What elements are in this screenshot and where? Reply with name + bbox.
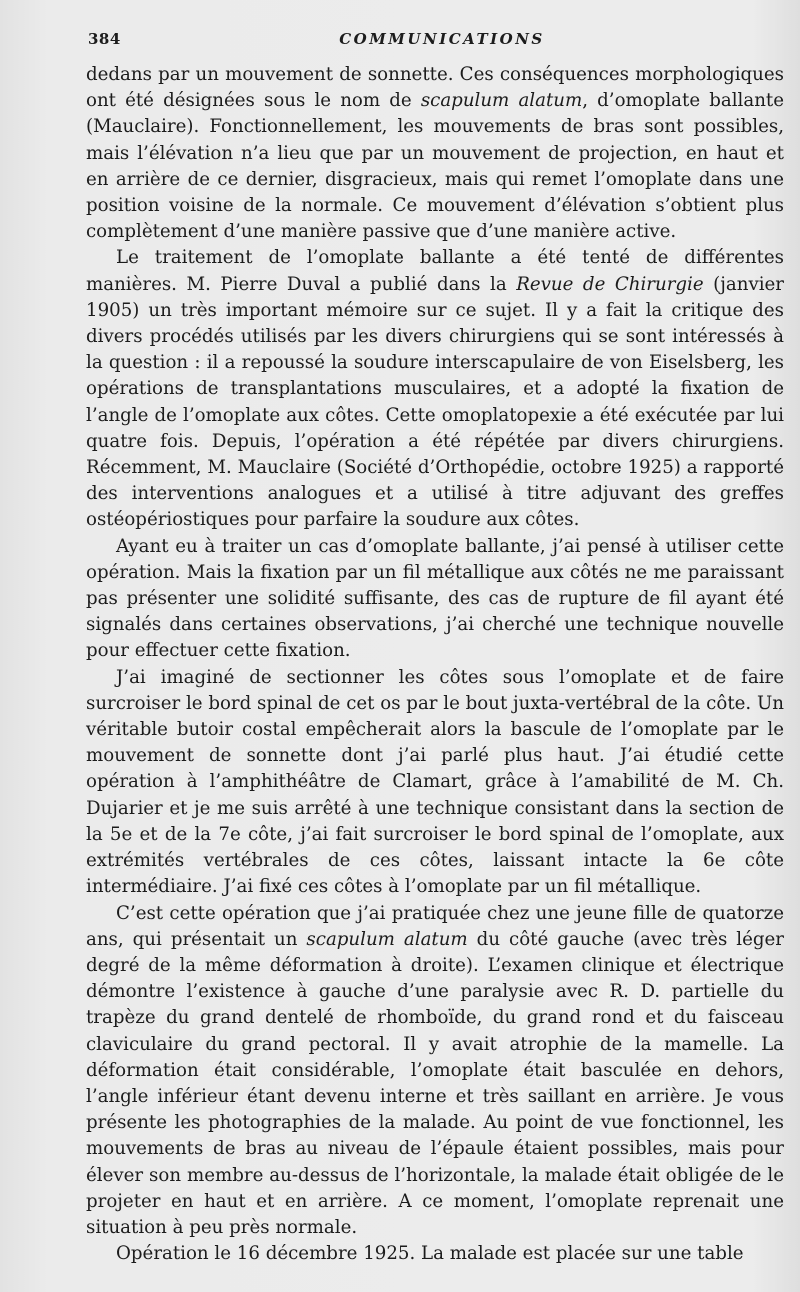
text-run: du côté gauche (avec très léger degré de la même déformation à droite). L’examen clinique et électrique démontre l’existence à gauche d’une paralysie avec R. D. partielle du trapèze du grand dentelé de rhomboïde, du grand rond et du faisceau claviculaire du grand pectoral. Il y avait atrophie de la mamelle. La déformation était considérable, l’omoplate était basculée en dehors, l’angle inférieur étant devenu interne et très saillant en arrière. Je vous présente les photographies de la malade. Au point de vue fonctionnel, les mouvements de bras au niveau de l’épaule étaient possibles, mais pour élever son membre au-dessus de l’horizontale, la malade était obligée de le projeter en haut et en arrière. A ce moment, l’omoplate reprenait une situation à peu près normale. xyxy=(86,928,784,1238)
page-header xyxy=(88,30,776,52)
text-run: , d’omoplate ballante (Mauclaire). Fonctionnellement, les mouvements de bras sont possibles, mais l’élévation n’a lieu que par un mouvement de projection, en haut et en arrière de ce dernier, disgracieux, mais qui remet l’omoplate dans une position voisine de la normale. Ce mouvement d’élévation s’obtient plus complètement d’une manière passive que d’une manière active. xyxy=(86,90,784,243)
page-number: 384 xyxy=(88,30,121,48)
text-run: J’ai imaginé de sectionner les côtes sous l’omoplate et de faire surcroiser le bord spinal de cet os par le bout juxta-vertébral de la côte. Un véritable butoir costal empêcherait alors la bascule de l’omoplate par le mouvement de sonnette dont j’ai parlé plus haut. J’ai étudié cette opération à l’amphithéâtre de Clamart, grâce à l’amabilité de M. Ch. Dujarier et je me suis arrêté à une technique consistant dans la section de la 5e et de la 7e côte, j’ai fait surcroiser le bord spinal de l’omoplate, aux extrémités vertébrales de ces côtes, laissant intacte la 6e côte intermédiaire. J’ai fixé ces côtes à l’omoplate par un fil métallique. xyxy=(86,666,784,898)
italic-text: Revue de Chirurgie xyxy=(516,273,704,295)
text-run: (janvier 1905) un très important mémoire sur ce sujet. Il y a fait la critique des divers procédés utilisés par les divers chirurgiens qui se sont intéressés à la question : il a repoussé la soudure interscapulaire de von Eiselsberg, les opérations de transplantations musculaires, et a adopté la fixation de l’angle de l’omoplate aux côtes. Cette omoplatopexie a été exécutée par lui quatre fois. Depuis, l’opération a été répétée par divers chirurgiens. Récemment, M. Mauclaire (Société d’Orthopédie, octobre 1925) a rapporté des interventions analogues et a utilisé à titre adjuvant des greffes ostéopériostiques pour parfaire la soudure aux côtes. xyxy=(86,273,784,531)
paragraph xyxy=(86,534,784,665)
paragraph xyxy=(86,245,784,533)
text-run: Le traitement de l’omoplate ballante a été tenté de différentes manières. M. Pierre Duval a publié dans la xyxy=(86,247,784,295)
text-run: Opération le 16 décembre 1925. La malade est placée sur une table xyxy=(116,1243,744,1265)
text-run: Ayant eu à traiter un cas d’omoplate ballante, j’ai pensé à utiliser cette opération. Mais la fixation par un fil métallique aux côtés ne me paraissant pas présenter une solidité suffisante, des cas de rupture de fil ayant été signalés dans certaines observations, j’ai cherché une technique nouvelle pour effectuer cette fixation. xyxy=(86,535,784,662)
text-run: dedans par un mouvement de sonnette. Ces conséquences morphologiques ont été désignées sous le nom de xyxy=(86,64,784,112)
paragraph xyxy=(86,665,784,901)
paragraph xyxy=(86,62,784,245)
text-run: C’est cette opération que j’ai pratiquée chez une jeune fille de quatorze ans, qui présentait un xyxy=(86,902,784,950)
paragraph xyxy=(86,901,784,1242)
paragraph xyxy=(86,1241,784,1267)
running-head: COMMUNICATIONS xyxy=(339,30,545,48)
italic-text: scapulum alatum xyxy=(306,928,468,950)
italic-text: scapulum alatum xyxy=(420,90,583,112)
article-body xyxy=(86,62,784,1267)
